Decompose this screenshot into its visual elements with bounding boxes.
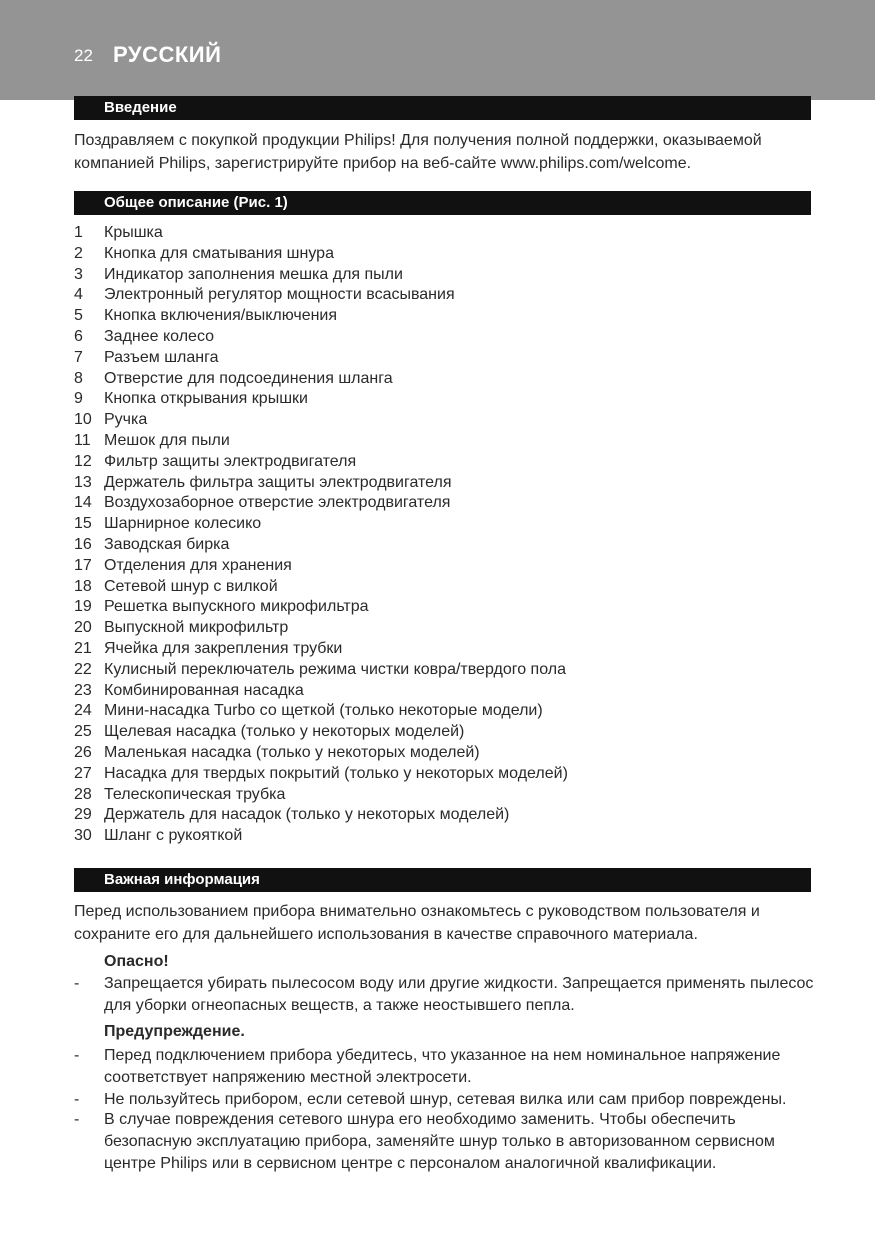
list-item <box>74 452 814 473</box>
item-text: Телескопическая трубка <box>104 785 286 803</box>
list-item <box>74 722 814 743</box>
list-item <box>74 223 814 244</box>
item-number: 16 <box>74 535 92 553</box>
item-text: Отделения для хранения <box>104 556 292 574</box>
item-number: 28 <box>74 785 92 803</box>
page-header <box>0 0 875 100</box>
item-text: Заводская бирка <box>104 535 230 553</box>
list-item <box>74 556 814 577</box>
list-item <box>74 535 814 556</box>
section-heading-general: Общее описание (Рис. 1) <box>74 191 811 215</box>
item-text: Кнопка для сматывания шнура <box>104 244 334 262</box>
item-text: Держатель для насадок (только у некоторых моделей) <box>104 806 510 824</box>
item-text: Ручка <box>104 411 148 429</box>
list-item <box>74 681 814 702</box>
item-number: 17 <box>74 556 92 574</box>
item-text: Держатель фильтра защиты электродвигателя <box>104 473 452 491</box>
item-number: 11 <box>74 431 91 449</box>
item-text: Индикатор заполнения мешка для пыли <box>104 265 403 283</box>
important-paragraph: Перед использованием прибора внимательно ознакомьтесь с руководством пользователя и сохраните его для дальнейшего использования в качестве справочного материала. <box>74 903 760 943</box>
item-number: 4 <box>74 286 83 304</box>
list-item <box>74 701 814 722</box>
item-text: Заднее колесо <box>104 327 215 345</box>
parts-list <box>74 223 814 847</box>
list-item <box>74 265 814 286</box>
item-text: Кулисный переключатель режима чистки ковра/твердого пола <box>104 660 566 678</box>
item-number: 26 <box>74 743 92 761</box>
item-number: 12 <box>74 452 92 470</box>
item-number: 19 <box>74 598 92 616</box>
list-item <box>74 743 814 764</box>
list-item <box>74 514 814 535</box>
list-item <box>74 660 814 681</box>
item-number: 5 <box>74 307 83 325</box>
item-number: 25 <box>74 723 92 741</box>
item-number: 10 <box>74 411 92 429</box>
item-number: 1 <box>74 224 83 241</box>
list-item <box>74 826 814 847</box>
item-number: 22 <box>74 660 92 678</box>
item-text: Выпускной микрофильтр <box>104 619 289 637</box>
item-number: 20 <box>74 619 92 637</box>
item-text: Шарнирное колесико <box>104 515 262 533</box>
list-item <box>74 348 814 369</box>
item-text: Воздухозаборное отверстие электродвигателя <box>104 494 451 512</box>
item-text: Фильтр защиты электродвигателя <box>104 452 357 470</box>
page-number: 22 <box>74 46 93 65</box>
item-number: 7 <box>74 348 83 366</box>
dash-marker: - <box>74 975 80 992</box>
item-text: Шланг с рукояткой <box>104 827 243 845</box>
list-item <box>74 410 814 431</box>
item-text: Электронный регулятор мощности всасывания <box>104 286 455 304</box>
language-title: РУССКИЙ <box>113 42 222 67</box>
item-number: 24 <box>74 702 92 720</box>
list-item <box>74 389 814 410</box>
warning-item <box>74 1089 814 1111</box>
item-number: 29 <box>74 806 92 824</box>
warning-item-text: Не пользуйтесь прибором, если сетевой шнур, сетевая вилка или сам прибор повреждены. <box>104 1091 787 1108</box>
warning-item <box>74 1109 814 1175</box>
item-number: 9 <box>74 390 83 408</box>
item-text: Мешок для пыли <box>104 431 230 449</box>
item-text: Крышка <box>104 224 163 241</box>
item-text: Мини-насадка Turbo со щеткой (только некоторые модели) <box>104 702 543 720</box>
list-item <box>74 785 814 806</box>
item-number: 2 <box>74 244 83 262</box>
list-item <box>74 285 814 306</box>
section-heading-important: Важная информация <box>74 868 811 892</box>
item-number: 18 <box>74 577 92 595</box>
item-number: 23 <box>74 681 92 699</box>
item-text: Насадка для твердых покрытий (только у некоторых моделей) <box>104 764 568 782</box>
item-text: Разъем шланга <box>104 348 219 366</box>
list-item <box>74 493 814 514</box>
warning-item-text: Перед подключением прибора убедитесь, что указанное на нем номинальное напряжение соответствует напряжению местной электросети. <box>104 1047 781 1086</box>
item-text: Кнопка включения/выключения <box>104 307 338 325</box>
danger-item <box>74 973 814 1017</box>
list-item <box>74 306 814 327</box>
list-item <box>74 369 814 390</box>
list-item <box>74 805 814 826</box>
warning-heading: Предупреждение. <box>104 1023 245 1040</box>
list-item <box>74 597 814 618</box>
item-number: 30 <box>74 827 92 845</box>
intro-paragraph: Поздравляем с покупкой продукции Philips! Для получения полной поддержки, оказываемой компанией Philips, зарегистрируйте прибор на веб-сайте www.philips.com/welcome. <box>74 132 762 172</box>
list-item <box>74 639 814 660</box>
item-text: Ячейка для закрепления трубки <box>104 639 343 657</box>
danger-item-text: Запрещается убирать пылесосом воду или другие жидкости. Запрещается применять пылесос для уборки огнеопасных веществ, а также неостывшего пепла. <box>104 975 814 1014</box>
list-item <box>74 244 814 265</box>
item-text: Решетка выпускного микрофильтра <box>104 598 369 616</box>
list-item <box>74 431 814 452</box>
item-text: Комбинированная насадка <box>104 681 304 699</box>
item-number: 3 <box>74 265 83 283</box>
dash-marker: - <box>74 1091 80 1108</box>
item-text: Щелевая насадка (только у некоторых моделей) <box>104 723 465 741</box>
warning-item-text: В случае повреждения сетевого шнура его необходимо заменить. Чтобы обеспечить безопасную эксплуатацию прибора, заменяйте шнур только в авторизованном сервисном центре Philips или в сервисном центре с персоналом аналогичной квалификации. <box>104 1111 775 1172</box>
section-heading-intro: Введение <box>74 96 811 120</box>
list-item <box>74 473 814 494</box>
list-item <box>74 764 814 785</box>
dash-marker: - <box>74 1111 80 1128</box>
list-item <box>74 577 814 598</box>
item-text: Кнопка открывания крышки <box>104 390 308 408</box>
danger-heading: Опасно! <box>104 953 169 970</box>
dash-marker: - <box>74 1047 80 1064</box>
list-item <box>74 618 814 639</box>
item-number: 15 <box>74 515 92 533</box>
item-number: 13 <box>74 473 92 491</box>
item-text: Отверстие для подсоединения шланга <box>104 369 393 387</box>
list-item <box>74 327 814 348</box>
warning-item <box>74 1045 814 1089</box>
item-number: 8 <box>74 369 83 387</box>
item-number: 27 <box>74 764 92 782</box>
item-number: 6 <box>74 327 83 345</box>
item-text: Маленькая насадка (только у некоторых моделей) <box>104 743 480 761</box>
item-number: 21 <box>74 639 92 657</box>
item-number: 14 <box>74 494 92 512</box>
item-text: Сетевой шнур с вилкой <box>104 577 278 595</box>
